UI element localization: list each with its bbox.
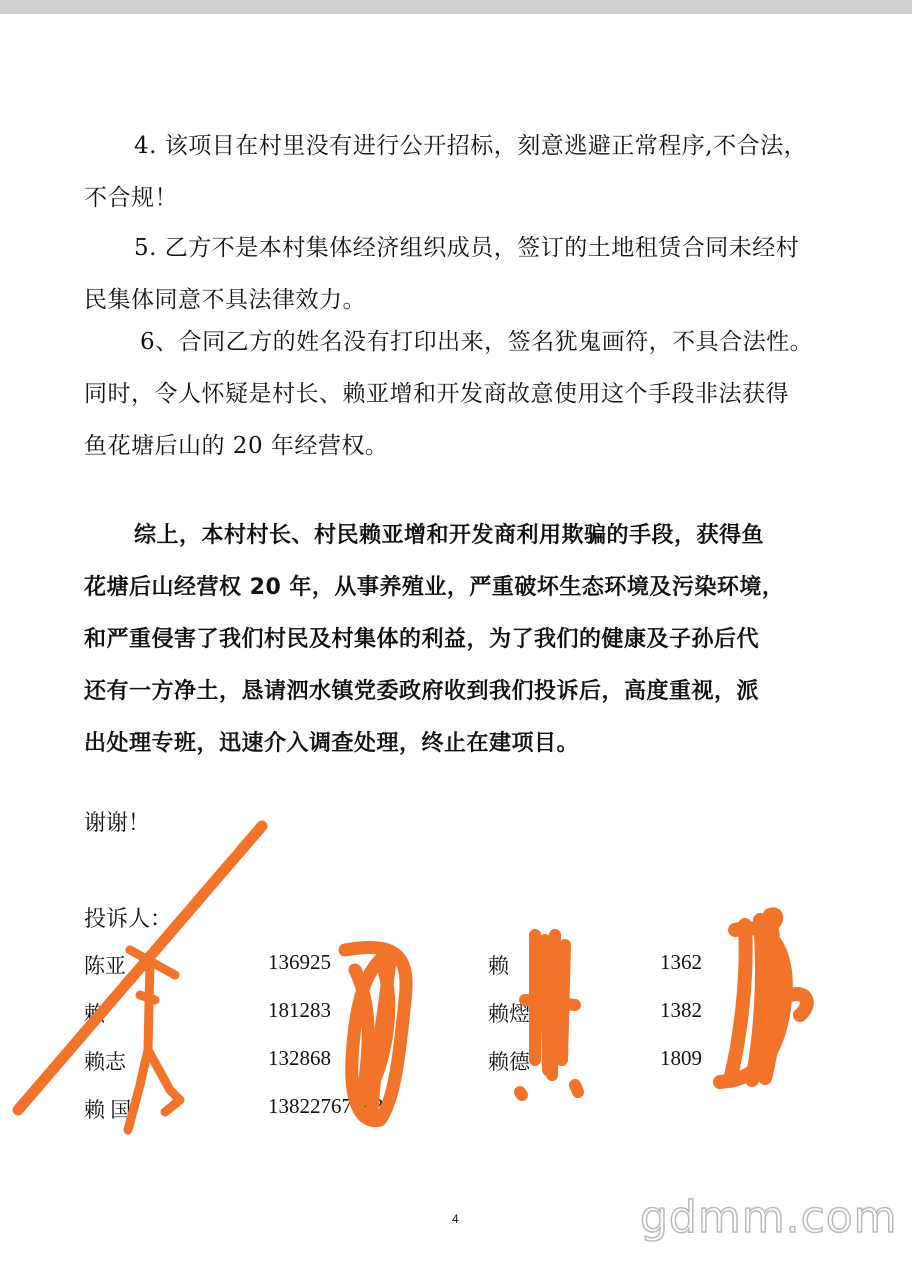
signatory-phone: 181283: [268, 998, 331, 1022]
paragraph-5-line-2: 民集体同意不具法律效力。: [84, 287, 366, 313]
summary-line-4: 还有一方净土，恳请泗水镇党委政府收到我们投诉后，高度重视，派: [84, 679, 760, 704]
signatory-name: 赖熤: [488, 1002, 530, 1026]
paragraph-6-line-2: 同时，令人怀疑是村长、赖亚增和开发商故意使用这个手段非法获得: [84, 381, 789, 407]
thanks-text: 谢谢！: [84, 811, 151, 836]
watermark: gdmm.com: [640, 1192, 898, 1243]
complainant-label: 投诉人：: [84, 907, 173, 932]
signatory-name: 赖志: [84, 1050, 126, 1074]
signatory-phone: 1382: [660, 998, 702, 1022]
paragraph-5: [84, 222, 844, 326]
signatory-phone: 1809: [660, 1046, 702, 1070]
signatory-name: 赖: [84, 1002, 105, 1026]
signatory-phone: 13822767583: [268, 1094, 384, 1118]
summary-line-5: 出处理专班，迅速介入调查处理，终止在建项目。: [84, 731, 580, 756]
paragraph-4: [84, 120, 844, 224]
summary-paragraph: [84, 510, 844, 770]
paragraph-6-line-1: 6、合同乙方的姓名没有打印出来，签名犹鬼画符，不具合法性。: [140, 329, 814, 355]
scribble-right-phone: [720, 914, 807, 1082]
signatory-phone: 132868: [268, 1046, 331, 1070]
summary-line-2: 花塘后山经营权 20 年，从事养殖业，严重破坏生态环境及污染环境，: [84, 575, 785, 600]
summary-line-1: 综上，本村村长、村民赖亚增和开发商利用欺骗的手段，获得鱼: [134, 523, 765, 548]
paragraph-5-line-1: 5. 乙方不是本村集体经济组织成员，签订的土地租赁合同未经村: [134, 235, 800, 261]
page-number: 4: [452, 1212, 459, 1226]
diagonal-strike: [18, 826, 262, 1110]
top-bar: [0, 0, 912, 14]
signatory-name: 赖德: [488, 1050, 530, 1074]
paragraph-4-line-1: 4. 该项目在村里没有进行公开招标，刻意逃避正常程序,不合法，: [134, 133, 808, 159]
paragraph-6: [84, 316, 844, 472]
summary-line-3: 和严重侵害了我们村民及村集体的利益，为了我们的健康及子孙后代: [84, 627, 760, 652]
signatory-phone: 136925: [268, 950, 331, 974]
stick-scribble: [128, 950, 180, 1130]
paragraph-4-line-2: 不合规！: [84, 185, 178, 211]
signatory-name: 赖: [488, 954, 509, 978]
signatory-name: 赖 国: [84, 1098, 132, 1122]
signatory-phone: 1362: [660, 950, 702, 974]
paragraph-6-line-3: 鱼花塘后山的 20 年经营权。: [84, 433, 389, 459]
signatory-name: 陈亚: [84, 954, 126, 978]
